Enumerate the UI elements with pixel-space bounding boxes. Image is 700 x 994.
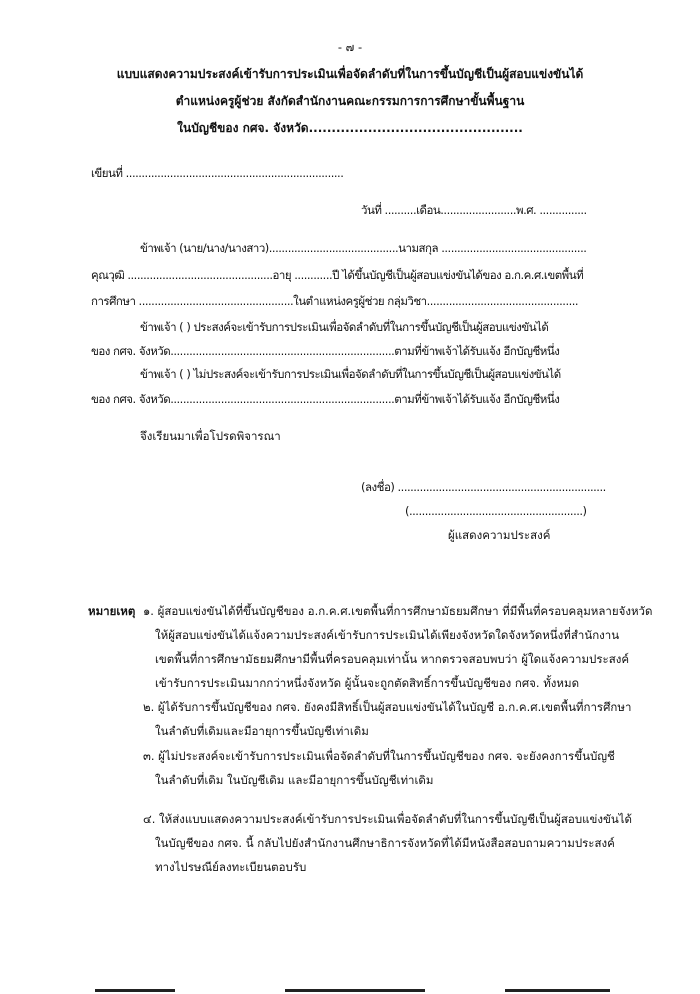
closing-sentence: จึงเรียนมาเพื่อโปรดพิจารณา bbox=[140, 429, 281, 443]
scan-edge-mark bbox=[285, 989, 425, 992]
title-line-1: แบบแสดงความประสงค์เข้ารับการประเมินเพื่อจัดลำดับที่ในการขึ้นบัญชีเป็นผู้สอบแข่งขันได้ bbox=[116, 67, 584, 81]
scan-edge-mark bbox=[505, 989, 610, 992]
notes-label: หมายเหตุ bbox=[88, 604, 136, 618]
date-line: วันที่ ..........เดือน........................พ.ศ. ............... bbox=[361, 203, 587, 217]
signature-role: ผู้แสดงความประสงค์ bbox=[448, 528, 551, 542]
signature-name-parentheses: (.......................................................) bbox=[405, 504, 587, 518]
note-2-line-2: ในลำดับที่เดิมและมีอายุการขึ้นบัญชีเท่าเดิม bbox=[155, 724, 369, 738]
signature-line: (ลงชื่อ) .................................................................. bbox=[361, 480, 606, 494]
title-line-2: ตำแหน่งครูผู้ช่วย สังกัดสำนักงานคณะกรรมการการศึกษาขั้นพื้นฐาน bbox=[175, 94, 525, 108]
note-1-line-2: ให้ผู้สอบแข่งขันได้แจ้งความประสงค์เข้ารับการประเมินได้เพียงจังหวัดใดจังหวัดหนึ่งที่สำนักงาน bbox=[155, 628, 620, 642]
note-4-line-2: ในบัญชีของ กศจ. นี้ กลับไปยังสำนักงานศึกษาธิการจังหวัดที่ได้มีหนังสือสอบถามความประสงค์ bbox=[155, 836, 615, 850]
note-1-line-1: ๑. ผู้สอบแข่งขันได้ที่ขึ้นบัญชีของ อ.ก.ค.ศ.เขตพื้นที่การศึกษามัธยมศึกษา ที่มีพื้นที่ครอบคลุมหลายจังหวัด bbox=[143, 604, 653, 618]
page-number: - ๗ - bbox=[337, 40, 363, 54]
note-1-line-3: เขตพื้นที่การศึกษามัธยมศึกษามีพื้นที่ครอบคลุมเท่านั้น หากตรวจสอบพบว่า ผู้ใดแจ้งความประสงค์ bbox=[155, 652, 630, 666]
intent-yes-line-2: ของ กศจ. จังหวัด.......................................................................ตามที่ข้าพเจ้าได้รับแจ้ง อีกบัญชีหนึ่ง bbox=[91, 344, 560, 358]
intent-yes-line-1: ข้าพเจ้า ( ) ประสงค์จะเข้ารับการประเมินเพื่อจัดลำดับที่ในการขึ้นบัญชีเป็นผู้สอบแข่งขันได้ bbox=[140, 320, 549, 334]
note-4-line-1: ๔. ให้ส่งแบบแสดงความประสงค์เข้ารับการประเมินเพื่อจัดลำดับที่ในการขึ้นบัญชีเป็นผู้สอบแข่งขันได้ bbox=[143, 812, 632, 826]
intent-no-line-2: ของ กศจ. จังหวัด.......................................................................ตามที่ข้าพเจ้าได้รับแจ้ง อีกบัญชีหนึ่ง bbox=[91, 392, 560, 406]
title-line-3: ในบัญชีของ กศจ. จังหวัด............................................... bbox=[177, 121, 523, 135]
applicant-name-line: ข้าพเจ้า (นาย/นาง/นางสาว).........................................นามสกุล .............................................. bbox=[140, 241, 587, 255]
intent-no-line-1: ข้าพเจ้า ( ) ไม่ประสงค์จะเข้ารับการประเมินเพื่อจัดลำดับที่ในการขึ้นบัญชีเป็นผู้สอบแข่งขันได้ bbox=[140, 367, 561, 381]
education-area-line: การศึกษา .................................................ในตำแหน่งครูผู้ช่วย กลุ่มวิชา................................................ bbox=[91, 294, 579, 308]
qualification-line: คุณวุฒิ ..............................................อายุ ............ปี ได้ขึ้นบัญชีเป็นผู้สอบแข่งขันได้ของ อ.ก.ค.ศ.เขตพื้นที่ bbox=[91, 268, 584, 282]
note-3-line-2: ในลำดับที่เดิม ในบัญชีเดิม และมีอายุการขึ้นบัญชีเท่าเดิม bbox=[155, 773, 434, 787]
note-4-line-3: ทางไปรษณีย์ลงทะเบียนตอบรับ bbox=[155, 860, 307, 874]
written-at-line: เขียนที่ ..................................................................... bbox=[91, 166, 344, 180]
scan-edge-mark bbox=[95, 989, 175, 992]
note-2-line-1: ๒. ผู้ได้รับการขึ้นบัญชีของ กศจ. ยังคงมีสิทธิ์เป็นผู้สอบแข่งขันได้ในบัญชี อ.ก.ค.ศ.เขตพื้นที่การศึกษา bbox=[143, 700, 632, 714]
note-1-line-4: เข้ารับการประเมินมากกว่าหนึ่งจังหวัด ผู้นั้นจะถูกตัดสิทธิ์การขึ้นบัญชีของ กศจ. ทั้งหมด bbox=[155, 676, 580, 690]
note-3-line-1: ๓. ผู้ไม่ประสงค์จะเข้ารับการประเมินเพื่อจัดลำดับที่ในการขึ้นบัญชีของ กศจ. จะยังคงการขึ้นบัญชี bbox=[143, 749, 615, 763]
